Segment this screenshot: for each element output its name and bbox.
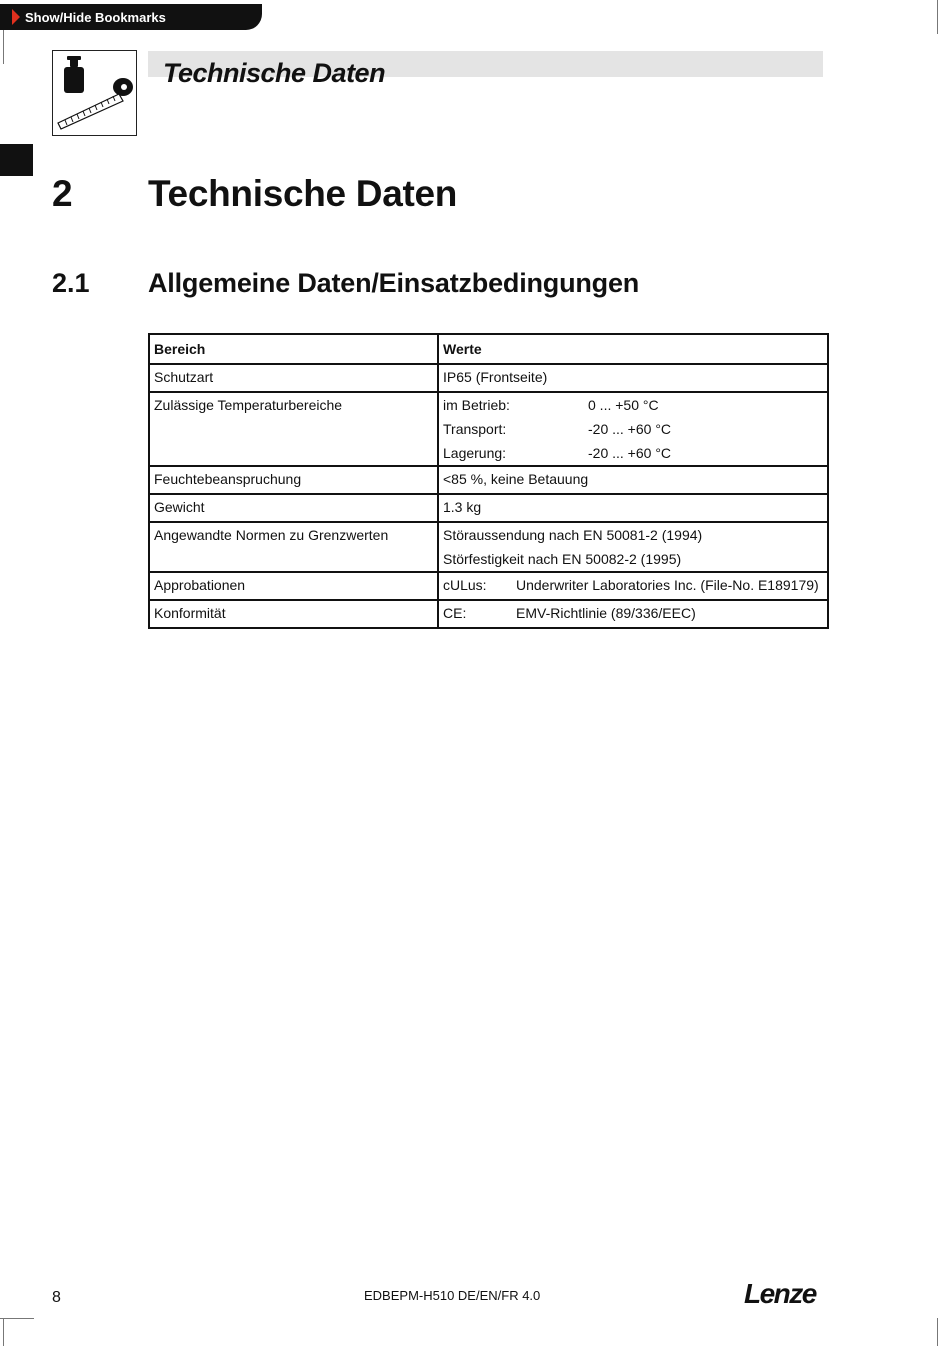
row-label: Angewandte Normen zu Grenzwerten [150,523,439,571]
row-value [439,393,827,465]
row-value: 1.3 kg [443,499,482,515]
chapter-number: 2 [52,173,73,214]
row-label: Feuchtebeanspruchung [150,467,439,493]
approval-value: EMV-Richtlinie (89/336/EEC) [516,605,696,621]
value-line: Störaussendung nach EN 50081-2 (1994) [443,527,703,543]
row-label: Zulässige Temperaturbereiche [150,393,439,465]
table-row [150,363,827,391]
row-value [439,601,827,627]
approval-key: CE: [443,605,467,621]
lenze-logo: Lenze [744,1278,816,1309]
show-hide-bookmarks-button[interactable] [0,4,262,30]
crop-mark-bottom-left [3,1318,4,1346]
table-row [150,521,827,571]
pair-key: im Betrieb: [443,397,510,413]
triangle-right-icon [12,9,20,25]
column-header-bereich: Bereich [150,335,439,363]
table-row [150,493,827,521]
value-line: Störfestigkeit nach EN 50082-2 (1995) [443,551,682,567]
crop-mark-bottom-right [937,1318,938,1346]
crop-mark-bottom-left-h [0,1318,34,1319]
chapter-side-marker [0,144,33,176]
spec-table [148,333,829,629]
row-label: Konformität [150,601,439,627]
crop-mark-top-right [937,0,938,34]
pair-key: Lagerung: [443,445,507,461]
column-header-werte: Werte [443,341,482,357]
approval-key: cULus: [443,577,487,593]
row-label: Approbationen [150,573,439,599]
row-value: IP65 (Frontseite) [443,369,548,385]
pair-value: -20 ... +60 °C [588,445,672,461]
pair-key: Transport: [443,421,507,437]
crop-mark-top-left [3,30,4,64]
table-row [150,571,827,599]
table-row [150,599,827,627]
document-id: EDBEPM-H510 DE/EN/FR 4.0 [364,1288,541,1303]
table-row [150,465,827,493]
section-title: Allgemeine Daten/Einsatzbedingungen [148,268,640,298]
running-header-title: Technische Daten [163,58,386,88]
weight-measure-icon [52,50,137,136]
row-value: <85 %, keine Betauung [443,471,589,487]
pair-value: 0 ... +50 °C [588,397,659,413]
row-value [439,523,827,571]
pair-value: -20 ... +60 °C [588,421,672,437]
row-label: Gewicht [150,495,439,521]
section-number: 2.1 [52,268,90,298]
page-number: 8 [52,1289,61,1306]
table-row [150,391,827,465]
table-header-row [150,335,827,363]
bookmark-toggle-label: Show/Hide Bookmarks [25,9,166,25]
row-label: Schutzart [150,365,439,391]
row-value [439,573,827,599]
chapter-title: Technische Daten [148,173,458,214]
approval-value: Underwriter Laboratories Inc. (File-No. E189179) [516,577,819,593]
